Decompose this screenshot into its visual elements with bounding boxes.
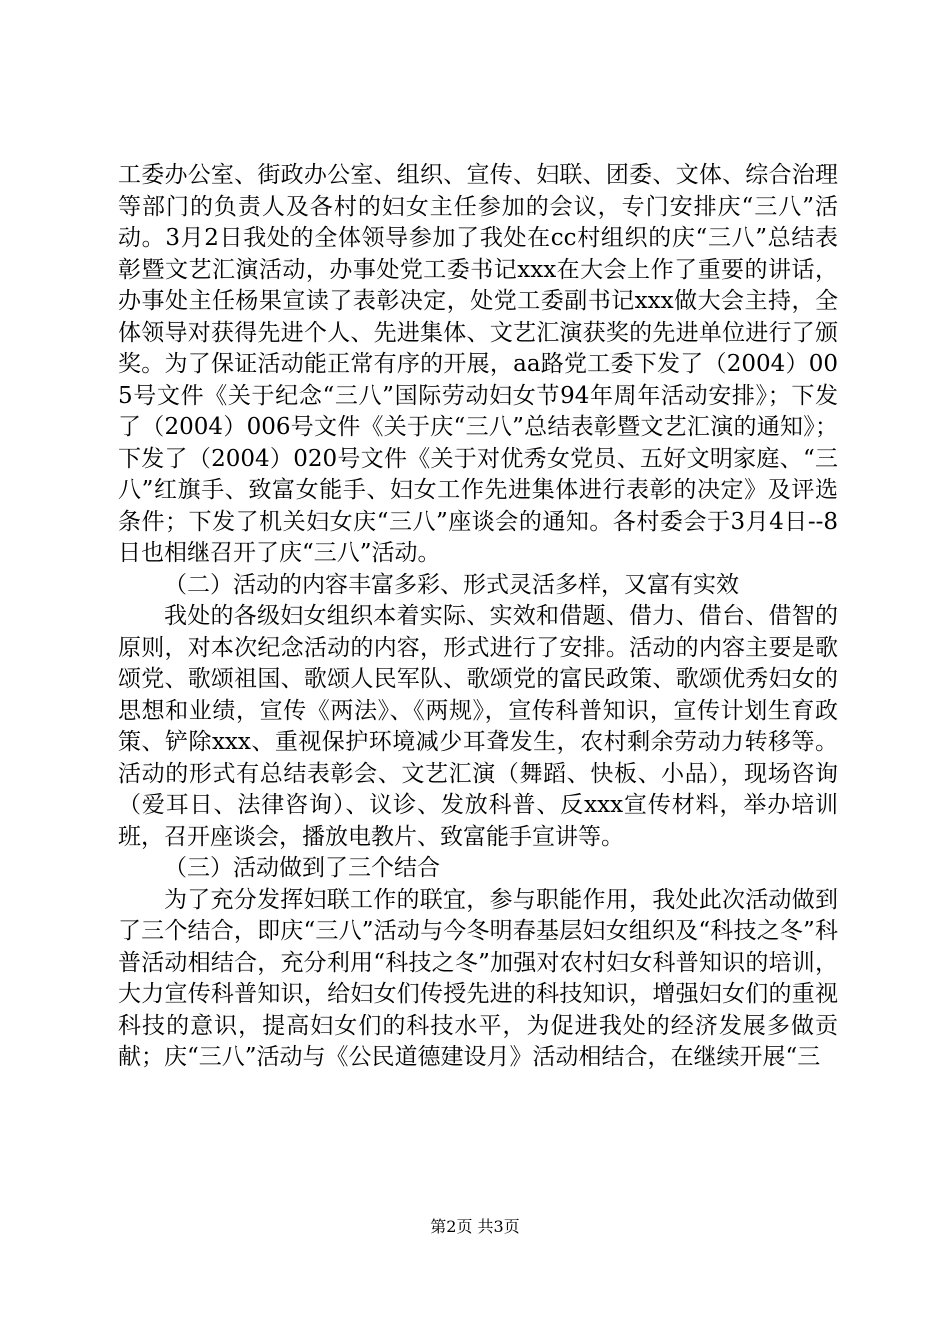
- document-body: [118, 160, 838, 1074]
- paragraph-meeting-summary: 工委办公室、街政办公室、组织、宣传、妇联、团委、文体、综合治理等部门的负责人及各村的妇女主任参加的会议，专门安排庆“三八”活动。3月2日我处的全体领导参加了我处在cc村组织的庆“三八”总结表彰暨文艺汇演活动，办事处党工委书记xxx在大会上作了重要的讲话，办事处主任杨果宣读了表彰决定，处党工委副书记xxx做大会主持，全体领导对获得先进个人、先进集体、文艺汇演获奖的先进单位进行了颁奖。为了保证活动能正常有序的开展，aa路党工委下发了（2004）005号文件《关于纪念“三八”国际劳动妇女节94年周年活动安排》；下发了（2004）006号文件《关于庆“三八”总结表彰暨文艺汇演的通知》；下发了（2004）020号文件《关于对优秀女党员、五好文明家庭、“三八”红旗手、致富女能手、妇女工作先进集体进行表彰的决定》及评选条件；下发了机关妇女庆“三八”座谈会的通知。各村委会于3月4日--8日也相继召开了庆“三八”活动。: [118, 162, 838, 566]
- paragraph-three-combinations: 为了充分发挥妇联工作的联宜，参与职能作用，我处此次活动做到了三个结合，即庆“三八”活动与今冬明春基层妇女组织及“科技之冬”科普活动相结合，充分利用“科技之冬”加强对农村妇女科普知识的培训，大力宣传科普知识，给妇女们传授先进的科技知识，增强妇女们的重视科技的意识，提高妇女们的科技水平，为促进我处的经济发展多做贡献；庆“三八”活动与《公民道德建设月》活动相结合，在继续开展“三: [118, 886, 838, 1070]
- page-number-footer: 第2页 共3页: [430, 1217, 520, 1236]
- section-heading-three: （三）活动做到了三个结合: [164, 855, 440, 881]
- section-heading-two: （二）活动的内容丰富多彩、形式灵活多样，又富有实效: [164, 571, 739, 598]
- paragraph-activity-content: 我处的各级妇女组织本着实际、实效和借题、借力、借台、借智的原则，对本次纪念活动的内容，形式进行了安排。活动的内容主要是歌颂党、歌颂祖国、歌颂人民军队、歌颂党的富民政策、歌颂优秀妇女的思想和业绩，宣传《两法》、《两规》，宣传科普知识，宣传计划生育政策、铲除xxx、重视保护环境减少耳聋发生，农村剩余劳动力转移等。活动的形式有总结表彰会、文艺汇演（舞蹈、快板、小品），现场咨询（爱耳日、法律咨询）、议诊、发放科普、反xxx宣传材料，举办培训班，召开座谈会，播放电教片、致富能手宣讲等。: [118, 603, 838, 850]
